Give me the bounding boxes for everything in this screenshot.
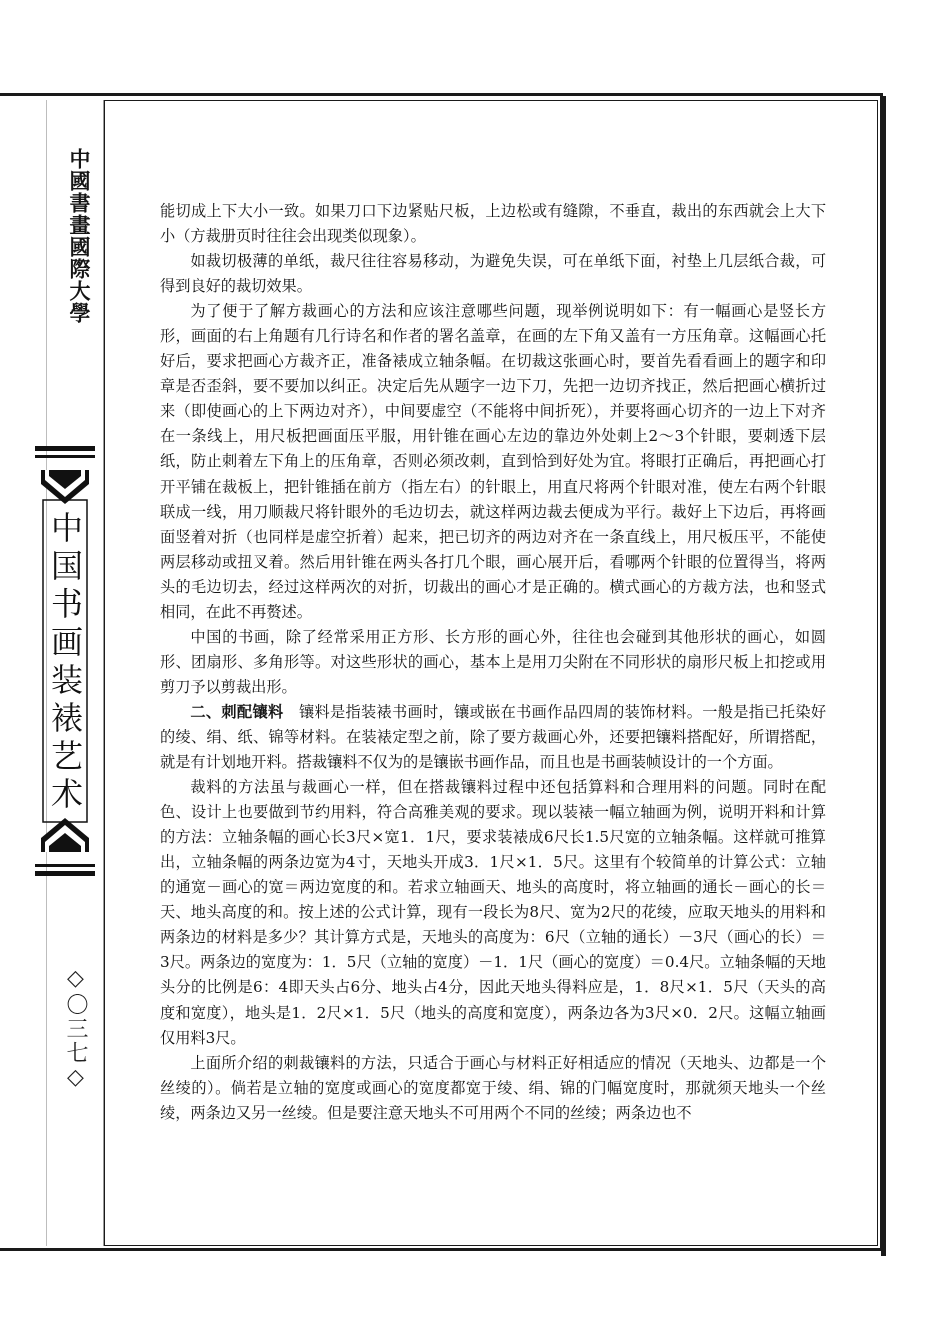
page-number: ◇〇三七◇ (63, 966, 88, 1092)
banner-bar-bottom-thin (35, 864, 95, 867)
paragraph: 为了便于了解方裁画心的方法和应该注意哪些问题，现举例说明如下：有一幅画心是竖长方形，画面的右上角题有几行诗名和作者的署名盖章，在画的左下角又盖有一方压角章。这幅画心托好后，要求把画心方裁齐正，准备裱成立轴条幅。在切裁这张画心时，要首先看看画上的题字和印章是否歪斜，要不要加以纠正。决定后先从题字一边下刀，先把一边切齐找正，然后把画心横折过来（即使画心的上下两边对齐），中间要虚空（不能将中间折死），并要将画心切齐的一边上下对齐在一条线上，用尺板把画面压平服，用针锥在画心左边的靠边外处刺上2～3个针眼，要刺透下层纸，防止刺着左下角上的压角章，否则必须改刺，直到恰到好处为宜。将眼打正确后，再把画心打开平铺在裁板上，把针锥插在前方（指左右）的针眼上，用直尺将两个针眼对准，使左右两个针眼联成一线，用刀顺裁尺将针眼外的毛边切去，就这样两边裁去便成为平行。裁好上下边后，再将画面竖着对折（也同样是虚空折着）起来，把已切齐的两边对齐在一条直线上，用尺板压平，不能使两层移动或扭叉着。然后用针锥在两头各打几个眼，画心展开后，看哪两个针眼的位置得当，将两头的毛边切去，经过这样两次的对折，切裁出的画心才是正确的。横式画心的方裁方法，也和竖式相同，在此不再赘述。 (160, 302, 826, 621)
banner-bar-top (35, 446, 95, 451)
banner-bar-bottom (35, 871, 95, 876)
banner-bar-top-thin (35, 455, 95, 458)
paragraph: 裁料的方法虽与裁画心一样，但在搭裁镶料过程中还包括算料和合理用料的问题。同时在配色、设计上也要做到节约用料，符合高雅美观的要求。现以装裱一幅立轴画为例，说明开料和计算的方法：立轴条幅的画心长3尺×宽1．1尺，要求装裱成6尺长1.5尺宽的立轴条幅。这样就可推算出，立轴条幅的两条边宽为4寸，天地头开成3．1尺×1．5尺。这里有个较简单的计算公式：立轴的通宽－画心的宽＝两边宽度的和。若求立轴画天、地头的高度时，将立轴画的通长－画心的长＝天、地头高度的和。按上述的公式计算，现有一段长为8尺、宽为2尺的花绫，应取天地头的用料和两条边的材料是多少？其计算方式是，天地头的高度为：6尺（立轴的通长）－3尺（画心的长）＝3尺。两条边的宽度为：1．5尺（立轴的宽度）－1．1尺（画心的宽度）＝0.4尺。立轴条幅的天地头分的比例是6：4即天头占6分、地头占4分，因此天地头得料应是，1．8尺×1．5尺（天头的高度和宽度），地头是1．2尺×1．5尺（地头的高度和宽度），两条边各为3尺×0．2尺。这幅立轴画仅用料3尺。 (160, 778, 826, 1047)
paragraph: 中国的书画，除了经常采用正方形、长方形的画心外，往往也会碰到其他形状的画心，如圆形、团扇形、多角形等。对这些形状的画心，基本上是用刀尖附在不同形状的扇形尺板上扣挖或用剪刀予以剪裁出形。 (160, 627, 826, 696)
frame-shadow (881, 96, 886, 1256)
book-title: 中国书画装裱艺术 (46, 511, 84, 815)
paragraph: 如裁切极薄的单纸，裁尺往往容易移动，为避免失误，可在单纸下面，衬垫上几层纸合裁，可得到良好的裁切效果。 (160, 252, 826, 296)
book-title-banner (35, 446, 95, 876)
section-intro: 镶料是指装裱书画时，镶或嵌在书画作品四周的装饰材料。一般是指已托染好的绫、绢、纸、锦等材料。在装裱定型之前，除了要方裁画心外，还要把镶料搭配好，所谓搭配，就是有计划地开料。搭裁镶料不仅为的是镶嵌书画作品，而且也是书画装帧设计的一个方面。 (160, 702, 827, 772)
university-name: 中國書畫國際大學 (67, 148, 92, 324)
section-paragraph (160, 700, 826, 775)
sidebar-rule-right (103, 100, 104, 1246)
section-heading: 二、刺配镶料 (190, 702, 284, 721)
body-text (160, 199, 826, 1126)
paragraph: 上面所介绍的刺裁镶料的方法，只适合于画心与材料正好相适应的情况（天地头、边都是一个丝绫的）。倘若是立轴的宽度或画心的宽度都宽于绫、绢、锦的门幅宽度时，那就须天地头一个丝绫，两条边又另一丝绫。但是要注意天地头不可用两个不同的丝绫；两条边也不 (160, 1053, 826, 1122)
paragraph: 能切成上下大小一致。如果刀口下边紧贴尺板，上边松或有缝隙，不垂直，裁出的东西就会上大下小（方裁册页时往往会出现类似现象）。 (160, 202, 826, 246)
